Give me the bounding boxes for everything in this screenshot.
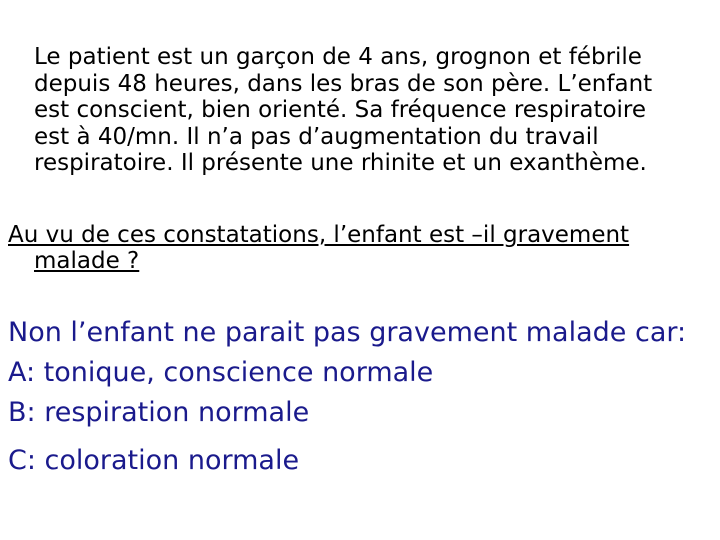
case-line: respiratoire. Il présente une rhinite et un exanthème. [34, 150, 647, 176]
answer-item-a: A: tonique, conscience normale [8, 357, 434, 388]
question-text [8, 222, 708, 274]
case-line: est conscient, bien orienté. Sa fréquence respiratoire [34, 97, 647, 123]
case-line: Le patient est un garçon de 4 ans, grognon et fébrile [34, 44, 642, 70]
answer-item-b: B: respiration normale [8, 397, 310, 428]
question-line: Au vu de ces constatations, l’enfant est –il gravement [8, 222, 630, 248]
answer-block [8, 313, 720, 481]
case-description [34, 44, 704, 177]
case-line: est à 40/mn. Il n’a pas d’augmentation du travail [34, 123, 599, 150]
case-line: depuis 48 heures, dans les bras de son père. L’enfant [34, 70, 653, 97]
answer-intro: Non l’enfant ne parait pas gravement malade car: [8, 317, 687, 348]
answer-item-c: C: coloration normale [8, 445, 300, 476]
question-line: malade ? [34, 248, 140, 274]
